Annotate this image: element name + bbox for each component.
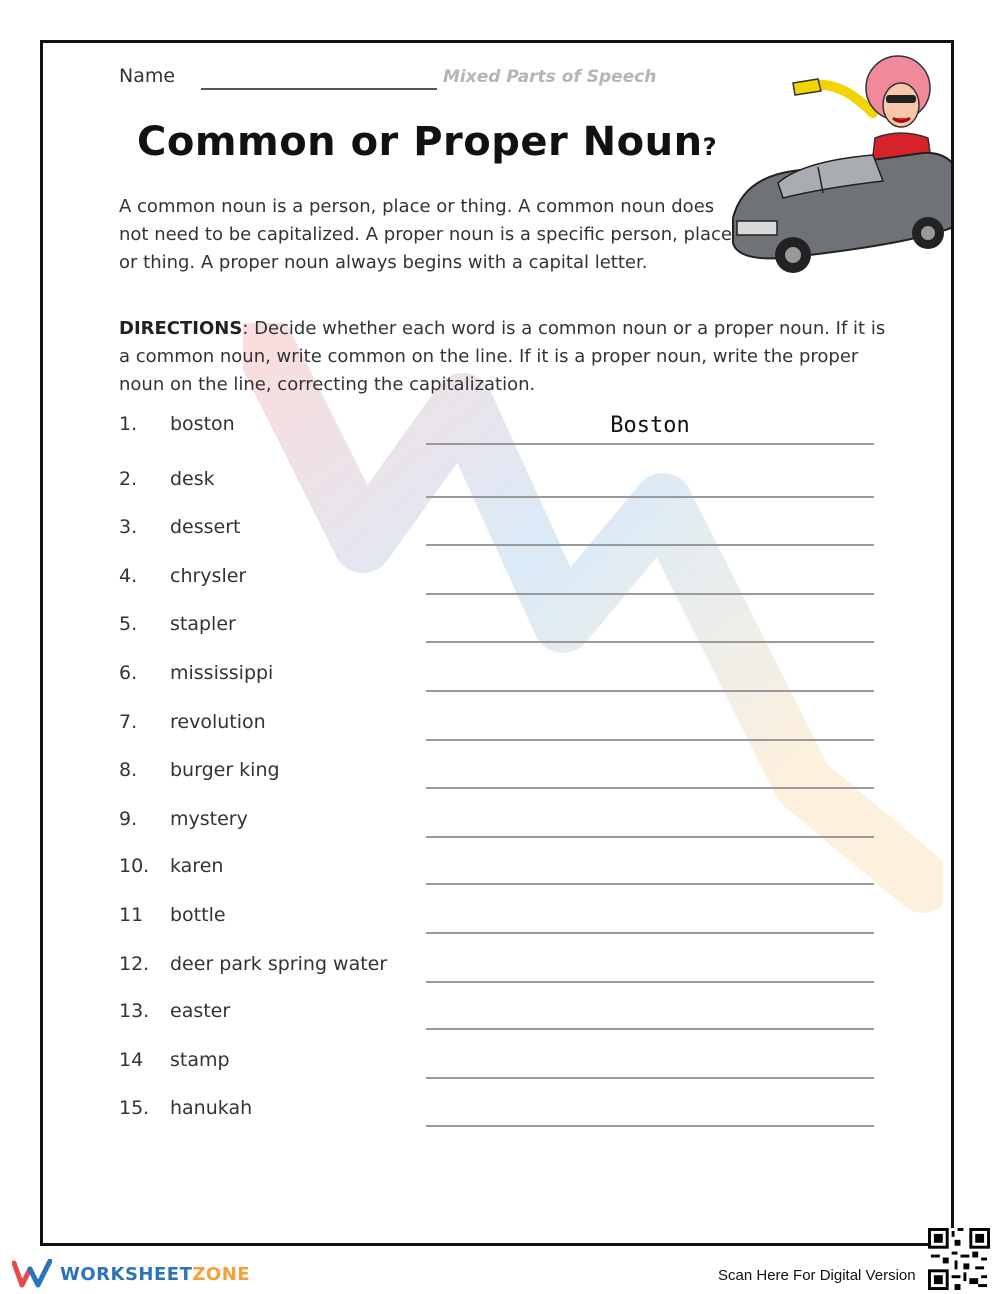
answer-line[interactable] [426, 443, 874, 445]
directions-paragraph [119, 315, 889, 399]
limo-lady-illustration [723, 43, 954, 283]
item-row [43, 413, 954, 453]
answer-line[interactable] [426, 641, 874, 643]
item-row [43, 565, 954, 605]
answer-line[interactable] [426, 496, 874, 498]
item-row [43, 1049, 954, 1089]
item-row [43, 1097, 954, 1137]
item-number: 3. [119, 516, 138, 538]
answer-line[interactable] [426, 544, 874, 546]
item-number: 5. [119, 613, 138, 635]
directions-label: DIRECTIONS [119, 318, 243, 339]
page-title-mark: ? [702, 133, 717, 161]
item-number: 12. [119, 953, 150, 975]
item-row [43, 855, 954, 895]
item-word: mystery [170, 808, 248, 830]
item-word: desk [170, 468, 215, 490]
item-number: 14 [119, 1049, 144, 1071]
item-number: 9. [119, 808, 138, 830]
item-row [43, 468, 954, 508]
item-word: bottle [170, 904, 226, 926]
name-line[interactable] [201, 88, 437, 90]
worksheet-page [40, 40, 954, 1246]
item-word: stamp [170, 1049, 230, 1071]
answer-line[interactable] [426, 932, 874, 934]
name-label: Name [119, 65, 176, 87]
logo-text-part2: ZONE [192, 1263, 251, 1285]
item-number: 1. [119, 413, 138, 435]
item-row [43, 808, 954, 848]
worksheetzone-logo [12, 1258, 250, 1290]
item-number: 10. [119, 855, 150, 877]
item-row [43, 613, 954, 653]
item-word: boston [170, 413, 235, 435]
item-word: stapler [170, 613, 236, 635]
subject-label: Mixed Parts of Speech [443, 67, 657, 87]
item-word: easter [170, 1000, 231, 1022]
item-number: 15. [119, 1097, 150, 1119]
item-word: revolution [170, 711, 266, 733]
item-number: 11 [119, 904, 144, 926]
answer-line[interactable] [426, 836, 874, 838]
intro-paragraph: A common noun is a person, place or thing. A common noun does not need to be capitalized. A proper noun is a specific person, place or thing. A proper noun always begins with a capital letter. [119, 196, 732, 273]
page-title [137, 119, 717, 165]
item-row [43, 516, 954, 556]
answer-line[interactable] [426, 883, 874, 885]
item-word: chrysler [170, 565, 247, 587]
item-row [43, 1000, 954, 1040]
answer-line[interactable] [426, 787, 874, 789]
scan-text: Scan Here For Digital Version [718, 1267, 916, 1284]
answer-line[interactable] [426, 690, 874, 692]
item-number: 4. [119, 565, 138, 587]
answer-line[interactable] [426, 1028, 874, 1030]
logo-text-part1: WORKSHEET [60, 1263, 193, 1285]
item-word: deer park spring water [170, 953, 388, 975]
item-number: 2. [119, 468, 138, 490]
answer-line[interactable] [426, 739, 874, 741]
item-number: 13. [119, 1000, 150, 1022]
item-row [43, 904, 954, 944]
item-row [43, 953, 954, 993]
item-row [43, 711, 954, 751]
answer-line[interactable] [426, 593, 874, 595]
item-word: burger king [170, 759, 280, 781]
item-word: dessert [170, 516, 241, 538]
item-row [43, 662, 954, 702]
answer-line[interactable] [426, 1125, 874, 1127]
answer-line[interactable] [426, 1077, 874, 1079]
item-number: 8. [119, 759, 138, 781]
directions-text: : Decide whether each word is a common noun or a proper noun. If it is a common noun, write common on the line. If it is a proper noun, write the proper noun on the line, correcting the capitalization. [119, 318, 886, 395]
item-row [43, 759, 954, 799]
item-word: karen [170, 855, 224, 877]
item-number: 6. [119, 662, 138, 684]
logo-text [60, 1264, 250, 1285]
answer-line[interactable] [426, 981, 874, 983]
item-number: 7. [119, 711, 138, 733]
item-word: hanukah [170, 1097, 253, 1119]
item-word: mississippi [170, 662, 274, 684]
item-answer[interactable]: Boston [610, 413, 690, 438]
page-title-text: Common or Proper Noun [137, 119, 703, 165]
worksheetzone-logo-icon [12, 1259, 52, 1289]
qr-code-icon[interactable] [928, 1228, 990, 1290]
